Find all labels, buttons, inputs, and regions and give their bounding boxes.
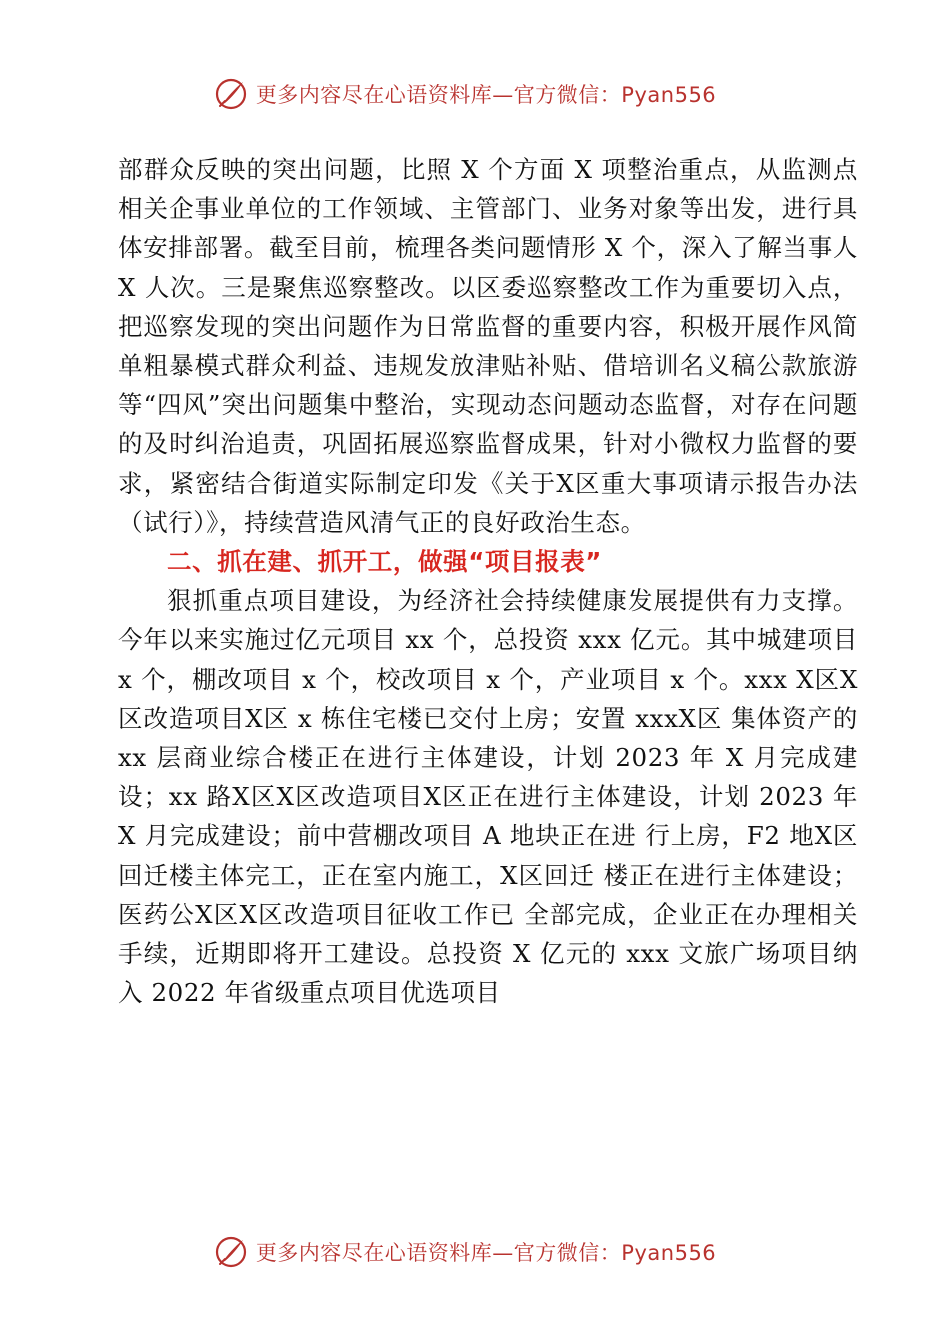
document-body xyxy=(118,150,858,1012)
paragraph-1: 部群众反映的突出问题，比照 X 个方面 X 项整治重点，从监测点相关企事业单位的工作领域、主管部门、业务对象等出发，进行具体安排部署。截至目前，梳理各类问题情形 X 个，深入了解当事人 X 人次。三是聚焦巡察整改。以区委巡察整改工作为重要切入点，把巡察发现的突出问题作为日常监督的重要内容，积极开展作风简单粗暴模式群众利益、违规发放津贴补贴、借培训名义稿公款旅游等“四风”突出问题集中整治，实现动态问题动态监督，对存在问题的及时纠治追责，巩固拓展巡察监督成果，针对小微权力监督的要求，紧密结合街道实际制定印发《关于X区重大事项请示报告办法（试行）》，持续营造风清气正的良好政治生态。 xyxy=(118,155,858,537)
watermark-footer xyxy=(0,1230,950,1274)
quill-logo-icon xyxy=(214,77,248,111)
quill-logo-icon xyxy=(214,1235,248,1269)
section-heading-2: 二、抓在建、抓开工，做强“项目报表” xyxy=(167,547,603,577)
watermark-header xyxy=(0,72,950,116)
watermark-text: 更多内容尽在心语资料库—官方微信：Pyan556 xyxy=(255,83,717,107)
watermark-text: 更多内容尽在心语资料库—官方微信：Pyan556 xyxy=(255,1241,717,1265)
paragraph-2: 狠抓重点项目建设，为经济社会持续健康发展提供有力支撑。今年以来实施过亿元项目 xx 个，总投资 xxx 亿元。其中城建项目 x 个，棚改项目 x 个，校改项目 x 个，产业项目 x 个。xxx X区X区改造项目X区 x 栋住宅楼已交付上房；安置 xxxX区 集体资产的 xx 层商业综合楼正在进行主体建设，计划 2023 年 X 月完成建设；xx 路X区X区改造项目X区正在进行主体建设，计划 2023 年 X 月完成建设；前中营棚改项目 A 地块正在进 行上房，F2 地X区回迁楼主体完工，正在室内施工，X区回迁 楼正在进行主体建设；医药公X区X区改造项目征收工作已 全部完成，企业正在办理相关手续，近期即将开工建设。总投资 X 亿元的 xxx 文旅广场项目纳入 2022 年省级重点项目优选项目 xyxy=(118,586,858,1008)
